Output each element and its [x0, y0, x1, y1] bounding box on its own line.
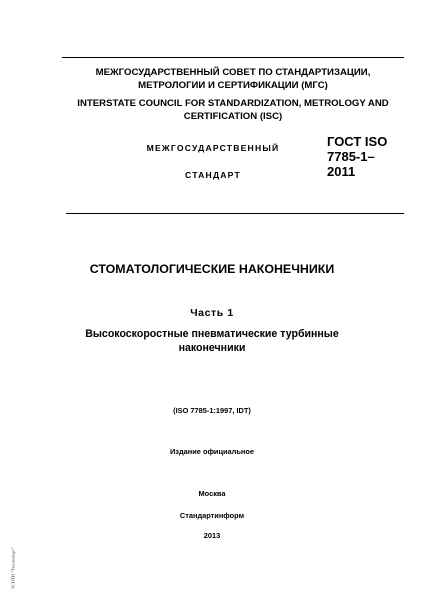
top-rule — [62, 57, 404, 58]
watermark: ЭСНТИ "Техэксперт" — [10, 547, 16, 590]
council-name-en: INTERSTATE COUNCIL FOR STANDARDIZATION, METROLOGY AND CERTIFICATION (ISC) — [77, 98, 389, 122]
standard-designation — [327, 134, 407, 179]
standard-type-line-1: МЕЖГОСУДАРСТВЕННЫЙ — [146, 143, 280, 153]
designation-line-1: ГОСТ ISO — [327, 134, 388, 149]
iso-reference: (ISO 7785-1:1997, IDT) — [173, 406, 251, 415]
edition-note: Издание официальное — [169, 447, 254, 456]
council-name-ru: МЕЖГОСУДАРСТВЕННЫЙ СОВЕТ ПО СТАНДАРТИЗАЦИИ, МЕТРОЛОГИИ И СЕРТИФИКАЦИИ (МГС) — [95, 67, 371, 91]
imprint-year: 2013 — [203, 531, 221, 540]
imprint-city: Москва — [198, 489, 226, 498]
standard-type-line-2: СТАНДАРТ — [185, 170, 241, 180]
middle-rule — [66, 213, 404, 214]
designation-line-3: 2011 — [327, 164, 356, 179]
imprint-publisher: Стандартинформ — [179, 511, 245, 520]
document-subtitle: Высокоскоростные пневматические турбинные наконечники — [85, 328, 339, 354]
designation-line-2: 7785-1– — [327, 149, 375, 164]
document-title: СТОМАТОЛОГИЧЕСКИЕ НАКОНЕЧНИКИ — [89, 262, 335, 276]
part-number: Часть 1 — [190, 307, 234, 319]
